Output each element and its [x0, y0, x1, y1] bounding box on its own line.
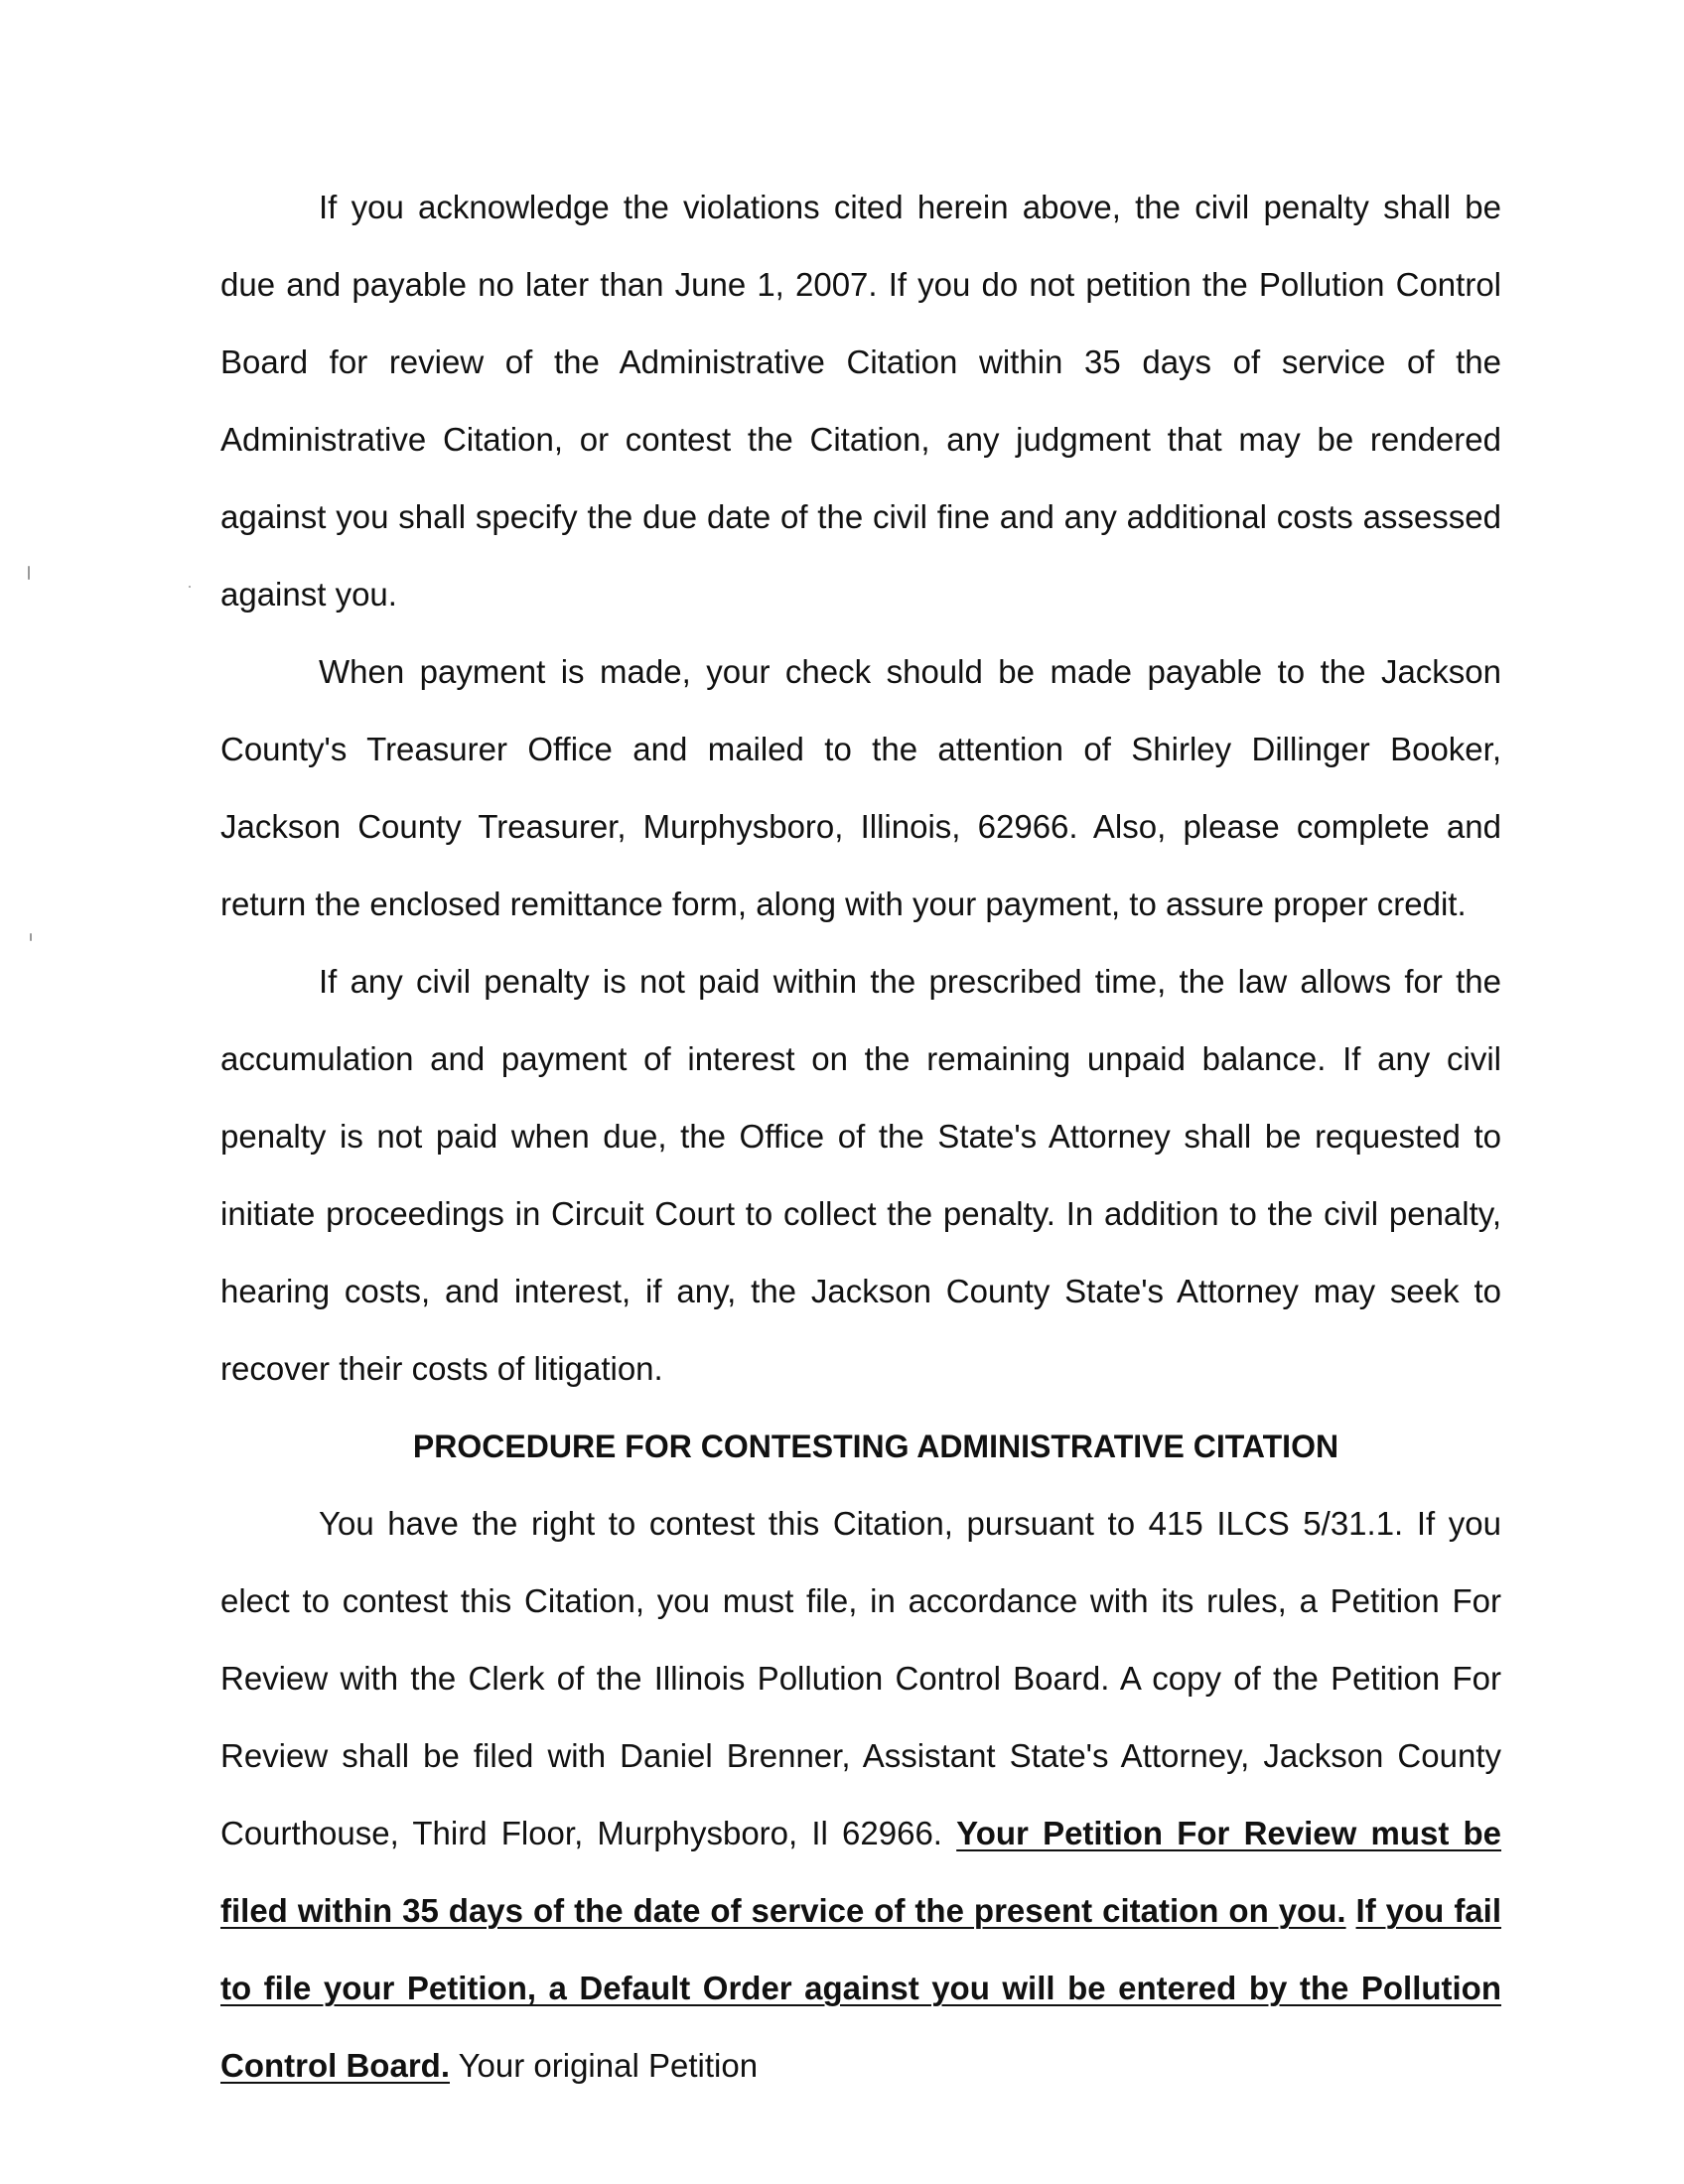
contest-intro-text: You have the right to contest this Citation, pursuant to 415 ILCS 5/31.1. If you elect to contest this Citation, you must file, in accordance with its rules, a Petition For Review with the Clerk of the Illinois Pollution Control Board. A copy of the Petition For Review shall be filed with Daniel Brenner, Assistant State's Attorney, Jackson County Courthouse, Third Floor, Murphysboro, Il 62966.: [220, 1505, 1501, 1851]
scan-speck: [189, 586, 191, 588]
trailing-text: Your original Petition: [458, 2047, 759, 2084]
scan-speck: [28, 566, 30, 580]
paragraph-contest-procedure: [220, 1485, 1501, 2105]
paragraph-unpaid-penalty: If any civil penalty is not paid within the prescribed time, the law allows for the accumulation and payment of interest on the remaining unpaid balance. If any civil penalty is not paid when due, the Office of the State's Attorney shall be requested to initiate proceedings in Circuit Court to collect the penalty. In addition to the civil penalty, hearing costs, and interest, if any, the Jackson County State's Attorney may seek to recover their costs of litigation.: [220, 963, 1501, 1387]
scan-speck: [30, 933, 32, 941]
filing-deadline-emphasis: Your Petition For Review must be filed within 35 days of the date of service of the present citation on you.: [220, 1815, 1502, 1929]
paragraph-penalty-due: If you acknowledge the violations cited herein above, the civil penalty shall be due and payable no later than June 1, 2007. If you do not petition the Pollution Control Board for review of the Administrative Citation within 35 days of service of the Administrative Citation, or contest the Citation, any judgment that may be rendered against you shall specify the due date of the civil fine and any additional costs assessed against you.: [220, 189, 1501, 613]
paragraph-payment-instructions: When payment is made, your check should be made payable to the Jackson County's Treasurer Office and mailed to the attention of Shirley Dillinger Booker, Jackson County Treasurer, Murphysboro, Illinois, 62966. Also, please complete and return the enclosed remittance form, along with your payment, to assure proper credit.: [220, 653, 1501, 922]
document-body: [220, 169, 1501, 2105]
section-heading: PROCEDURE FOR CONTESTING ADMINISTRATIVE CITATION: [412, 1429, 1339, 1464]
default-order-emphasis: If you fail to file your Petition, a Default Order against you will be entered by the Pollution Control Board.: [220, 1892, 1501, 2084]
